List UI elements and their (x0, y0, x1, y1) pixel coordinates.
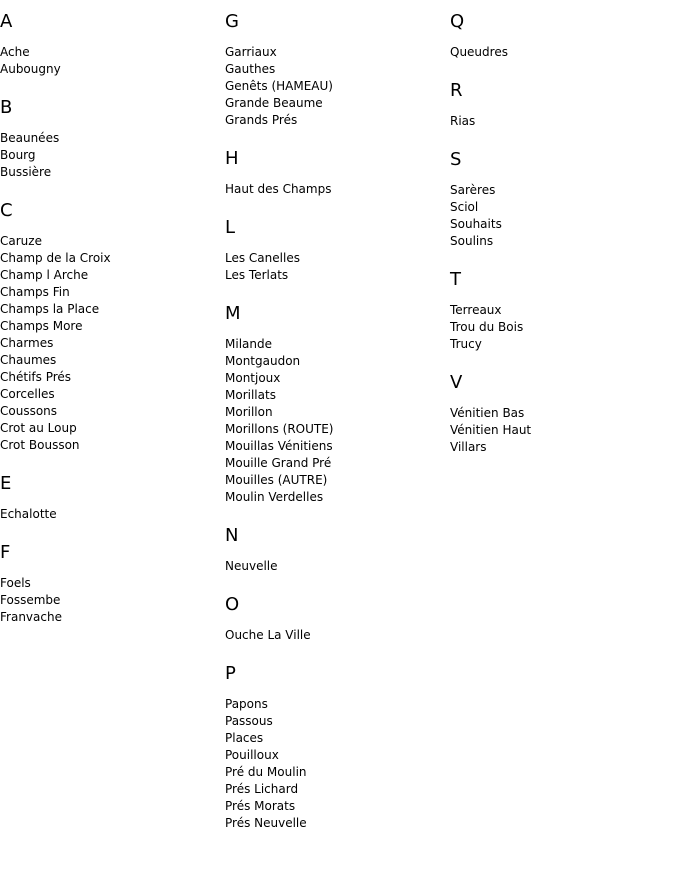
place-name-link[interactable]: Ache (0, 45, 30, 59)
place-name-link[interactable]: Places (225, 731, 264, 745)
place-name-link[interactable]: Champs Fin (0, 285, 70, 299)
list-item (225, 78, 450, 95)
place-name-link[interactable]: Morillon (225, 405, 273, 419)
section-letter-heading: A (0, 11, 13, 32)
list-item (0, 506, 225, 523)
section-letter-heading: N (225, 525, 239, 546)
place-name-link[interactable]: Moulin Verdelles (225, 490, 324, 504)
place-name-link[interactable]: Les Canelles (225, 251, 300, 265)
section-letter-heading: R (450, 80, 463, 101)
index-column-2 (225, 10, 450, 850)
place-name-link[interactable]: Pouilloux (225, 748, 279, 762)
list-item (225, 764, 450, 781)
place-name-link[interactable]: Rias (450, 114, 476, 128)
list-item (225, 95, 450, 112)
place-name-link[interactable]: Souhaits (450, 217, 502, 231)
place-name-link[interactable]: Passous (225, 714, 273, 728)
list-item (225, 747, 450, 764)
place-name-link[interactable]: Corcelles (0, 387, 55, 401)
list-item (225, 421, 450, 438)
list-item (225, 353, 450, 370)
list-item (225, 267, 450, 284)
list-item (225, 798, 450, 815)
list-item (0, 233, 225, 250)
section-letter-heading: S (450, 149, 462, 170)
list-item (0, 301, 225, 318)
list-item (225, 489, 450, 506)
letter-section (225, 147, 450, 198)
place-name-link[interactable]: Les Terlats (225, 268, 289, 282)
list-item (0, 267, 225, 284)
place-name-list (0, 130, 225, 181)
list-item (0, 592, 225, 609)
list-item (0, 164, 225, 181)
place-name-link[interactable]: Garriaux (225, 45, 277, 59)
place-name-link[interactable]: Fossembe (0, 593, 61, 607)
alphabetical-index (0, 10, 675, 870)
list-item (450, 319, 675, 336)
place-name-link[interactable]: Trucy (450, 337, 482, 351)
place-name-link[interactable]: Champ l Arche (0, 268, 89, 282)
letter-section (450, 10, 675, 61)
list-item (225, 112, 450, 129)
list-item (450, 44, 675, 61)
place-name-link[interactable]: Prés Lichard (225, 782, 299, 796)
section-letter-heading: H (225, 148, 239, 169)
list-item (450, 233, 675, 250)
place-name-link[interactable]: Champs More (0, 319, 83, 333)
list-item (0, 575, 225, 592)
section-letter-heading: E (0, 473, 12, 494)
place-name-link[interactable]: Vénitien Bas (450, 406, 525, 420)
section-letter-heading: F (0, 542, 11, 563)
section-letter-heading: G (225, 11, 239, 32)
section-letter-heading: V (450, 372, 463, 393)
place-name-link[interactable]: Mouilles (AUTRE) (225, 473, 328, 487)
list-item (225, 250, 450, 267)
list-item (0, 609, 225, 626)
place-name-link[interactable]: Terreaux (450, 303, 502, 317)
section-letter-heading: L (225, 217, 236, 238)
place-name-link[interactable]: Mouille Grand Pré (225, 456, 332, 470)
place-name-link[interactable]: Morillons (ROUTE) (225, 422, 334, 436)
place-name-link[interactable]: Bourg (0, 148, 36, 162)
list-item (225, 44, 450, 61)
list-item (0, 130, 225, 147)
list-item (225, 61, 450, 78)
letter-section (225, 593, 450, 644)
letter-section (0, 472, 225, 523)
place-name-link[interactable]: Sciol (450, 200, 479, 214)
list-item (450, 182, 675, 199)
place-name-link[interactable]: Crot Bousson (0, 438, 80, 452)
list-item (0, 61, 225, 78)
place-name-link[interactable]: Haut des Champs (225, 182, 332, 196)
place-name-link[interactable]: Grande Beaume (225, 96, 323, 110)
section-letter-heading: Q (450, 11, 465, 32)
place-name-list (0, 575, 225, 626)
list-item (225, 558, 450, 575)
list-item (225, 730, 450, 747)
list-item (225, 387, 450, 404)
list-item (450, 422, 675, 439)
place-name-link[interactable]: Crot au Loup (0, 421, 77, 435)
place-name-list (450, 405, 675, 456)
place-name-list (225, 181, 450, 198)
letter-section (0, 541, 225, 626)
letter-section (0, 199, 225, 454)
place-name-link[interactable]: Foels (0, 576, 31, 590)
letter-section (450, 268, 675, 353)
letter-section (225, 662, 450, 832)
place-name-link[interactable]: Prés Morats (225, 799, 296, 813)
list-item (225, 438, 450, 455)
list-item (450, 405, 675, 422)
place-name-list (0, 233, 225, 454)
list-item (450, 439, 675, 456)
list-item (225, 696, 450, 713)
list-item (225, 627, 450, 644)
place-name-link[interactable]: Genêts (HAMEAU) (225, 79, 333, 93)
letter-section (225, 524, 450, 575)
place-name-link[interactable]: Ouche La Ville (225, 628, 311, 642)
place-name-link[interactable]: Sarères (450, 183, 496, 197)
list-item (225, 404, 450, 421)
place-name-list (450, 182, 675, 250)
place-name-link[interactable]: Bussière (0, 165, 52, 179)
place-name-link[interactable]: Echalotte (0, 507, 57, 521)
place-name-link[interactable]: Papons (225, 697, 268, 711)
list-item (450, 302, 675, 319)
place-name-list (225, 336, 450, 506)
list-item (0, 44, 225, 61)
section-letter-heading: B (0, 97, 13, 118)
place-name-link[interactable]: Montjoux (225, 371, 281, 385)
list-item (450, 336, 675, 353)
place-name-list (450, 113, 675, 130)
section-letter-heading: M (225, 303, 241, 324)
list-item (0, 352, 225, 369)
place-name-link[interactable]: Chétifs Prés (0, 370, 72, 384)
place-name-link[interactable]: Aubougny (0, 62, 61, 76)
place-name-link[interactable]: Villars (450, 440, 487, 454)
list-item (450, 199, 675, 216)
list-item (225, 336, 450, 353)
list-item (225, 815, 450, 832)
place-name-list (225, 558, 450, 575)
letter-section (450, 148, 675, 250)
letter-section (0, 96, 225, 181)
list-item (0, 250, 225, 267)
letter-section (225, 302, 450, 506)
place-name-link[interactable]: Prés Neuvelle (225, 816, 307, 830)
letter-section (225, 216, 450, 284)
letter-section (225, 10, 450, 129)
list-item (0, 420, 225, 437)
place-name-link[interactable]: Charmes (0, 336, 54, 350)
place-name-link[interactable]: Soulins (450, 234, 494, 248)
list-item (225, 472, 450, 489)
section-letter-heading: C (0, 200, 13, 221)
place-name-link[interactable]: Pré du Moulin (225, 765, 307, 779)
list-item (0, 369, 225, 386)
list-item (450, 216, 675, 233)
place-name-link[interactable]: Beaunées (0, 131, 60, 145)
list-item (450, 113, 675, 130)
list-item (225, 370, 450, 387)
place-name-list (450, 302, 675, 353)
place-name-list (0, 506, 225, 523)
list-item (0, 437, 225, 454)
list-item (0, 335, 225, 352)
place-name-link[interactable]: Caruze (0, 234, 42, 248)
place-name-list (225, 44, 450, 129)
place-name-link[interactable]: Mouillas Vénitiens (225, 439, 333, 453)
place-name-link[interactable]: Trou du Bois (450, 320, 524, 334)
list-item (225, 713, 450, 730)
list-item (0, 403, 225, 420)
index-column-3 (450, 10, 675, 474)
place-name-link[interactable]: Franvache (0, 610, 62, 624)
place-name-list (0, 44, 225, 78)
list-item (225, 781, 450, 798)
place-name-link[interactable]: Chaumes (0, 353, 57, 367)
section-letter-heading: T (450, 269, 461, 290)
list-item (225, 455, 450, 472)
place-name-link[interactable]: Queudres (450, 45, 508, 59)
place-name-link[interactable]: Vénitien Haut (450, 423, 532, 437)
place-name-list (225, 696, 450, 832)
index-column-1 (0, 10, 225, 644)
place-name-list (225, 250, 450, 284)
place-name-link[interactable]: Milande (225, 337, 272, 351)
place-name-link[interactable]: Coussons (0, 404, 58, 418)
place-name-link[interactable]: Morillats (225, 388, 276, 402)
letter-section (450, 79, 675, 130)
list-item (0, 386, 225, 403)
letter-section (450, 371, 675, 456)
section-letter-heading: P (225, 663, 236, 684)
list-item (225, 181, 450, 198)
list-item (0, 284, 225, 301)
place-name-link[interactable]: Gauthes (225, 62, 276, 76)
place-name-list (450, 44, 675, 61)
place-name-link[interactable]: Montgaudon (225, 354, 301, 368)
place-name-link[interactable]: Champs la Place (0, 302, 100, 316)
list-item (0, 318, 225, 335)
place-name-link[interactable]: Grands Prés (225, 113, 298, 127)
letter-section (0, 10, 225, 78)
list-item (0, 147, 225, 164)
section-letter-heading: O (225, 594, 240, 615)
place-name-link[interactable]: Champ de la Croix (0, 251, 111, 265)
place-name-link[interactable]: Neuvelle (225, 559, 278, 573)
place-name-list (225, 627, 450, 644)
